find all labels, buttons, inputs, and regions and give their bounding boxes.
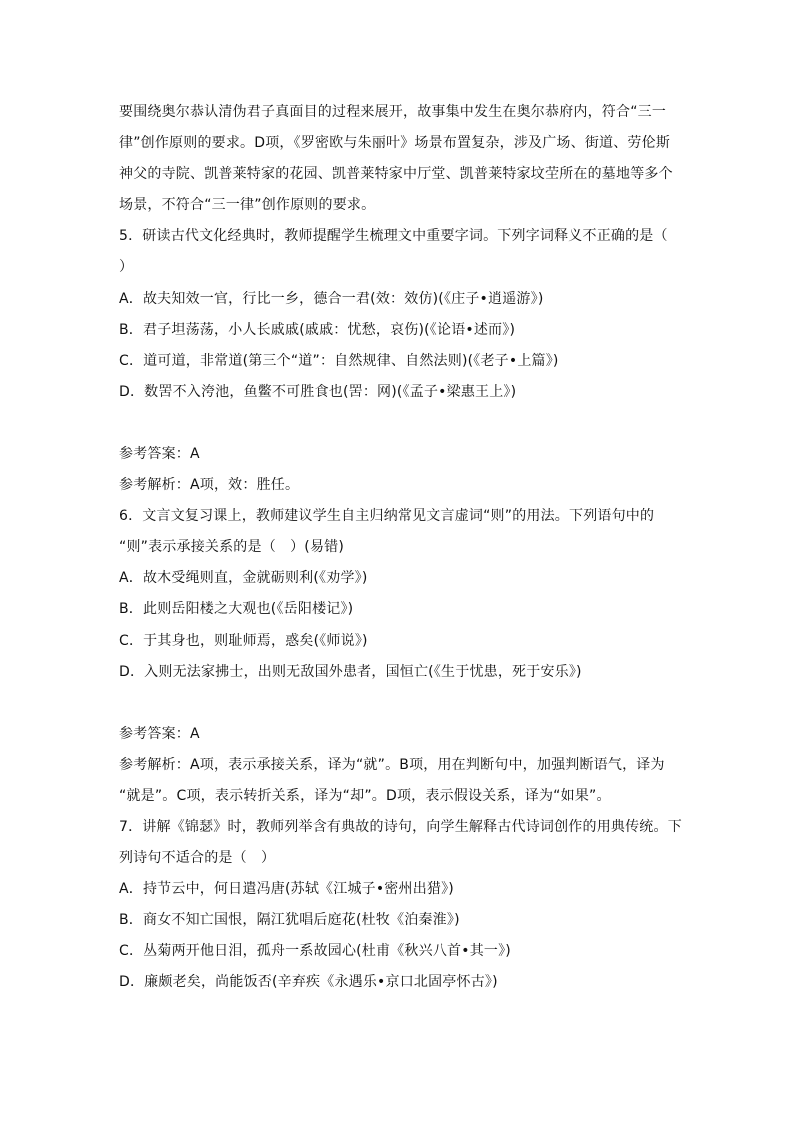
intro-line: 场景，不符合“三一律”创作原则的要求。: [119, 197, 376, 214]
spacer: [119, 688, 679, 719]
question-5-answer: 参考答案：A: [119, 445, 200, 462]
question-5-stem: ）: [119, 259, 134, 276]
question-6-option-d: D．入则无法家拂士，出则无敌国外患者，国恒亡(《生于忧患，死于安乐》): [119, 663, 582, 680]
intro-line: 要围绕奥尔恭认清伪君子真面目的过程来展开，故事集中发生在奥尔恭府内，符合“三一: [119, 104, 667, 120]
question-5: [119, 221, 679, 501]
question-5-stem: 5．研读古代文化经典时，教师提醒学生梳理文中重要字词。下列字词释义不正确的是（: [119, 228, 668, 245]
question-6-stem: 6．文言文复习课上，教师建议学生自主归纳常见文言虚词“则”的用法。下列语句中的: [119, 508, 655, 525]
question-7-stem: 列诗句不适合的是（ ）: [119, 850, 276, 867]
question-6-analysis: “就是”。C项，表示转折关系，译为“却”。D项，表示假设关系，译为“如果”。: [119, 787, 611, 804]
question-5-option-b: B．君子坦荡荡，小人长戚戚(戚戚：忧愁，哀伤)(《论语•述而》): [119, 321, 516, 338]
question-6-analysis: 参考解析：A项，表示承接关系，译为“就”。B项，用在判断句中，加强判断语气，译为: [119, 756, 665, 773]
question-5-analysis: 参考解析：A项，效：胜任。: [119, 477, 300, 494]
question-6-answer: 参考答案：A: [119, 725, 200, 742]
intro-paragraph: [119, 97, 679, 221]
question-6-stem: “则”表示承接关系的是（ ）(易错): [119, 539, 345, 556]
intro-line: 律”创作原则的要求。D项，《罗密欧与朱丽叶》场景布置复杂，涉及广场、街道、劳伦斯: [119, 135, 671, 152]
question-6-option-c: C．于其身也，则耻师焉，惑矣(《师说》): [119, 632, 368, 649]
question-6-option-b: B．此则岳阳楼之大观也(《岳阳楼记》): [119, 601, 354, 618]
intro-line: 神父的寺院、凯普莱特家的花园、凯普莱特家中厅堂、凯普莱特家坟茔所在的墓地等多个: [119, 166, 673, 183]
question-5-option-d: D．数罟不入洿池，鱼鳖不可胜食也(罟：网)(《孟子•梁惠王上》): [119, 383, 517, 400]
question-6-option-a: A．故木受绳则直，金就砺则利(《劝学》): [119, 570, 368, 587]
document-content: [119, 97, 682, 999]
question-7: [119, 812, 682, 999]
question-7-option-c: C．丛菊两开他日泪，孤舟一系故园心(杜甫《秋兴八首•其一》): [119, 943, 511, 960]
question-7-option-d: D．廉颇老矣，尚能饭否(辛弃疾《永遇乐•京口北固亭怀古》): [119, 974, 498, 991]
question-6: [119, 501, 679, 812]
question-7-stem: 7．讲解《锦瑟》时，教师列举含有典故的诗句，向学生解释古代诗词创作的用典传统。下: [119, 818, 682, 835]
question-7-option-b: B．商女不知亡国恨，隔江犹唱后庭花(杜牧《泊秦淮》): [119, 912, 460, 929]
question-5-option-c: C．道可道，非常道(第三个“道”：自然规律、自然法则)(《老子•上篇》): [119, 352, 559, 369]
question-5-option-a: A．故夫知效一官，行比一乡，德合一君(效：效仿)(《庄子•逍遥游》): [119, 290, 544, 307]
question-7-option-a: A．持节云中，何日遣冯唐(苏轼《江城子•密州出猎》): [119, 881, 454, 898]
spacer: [119, 408, 679, 439]
